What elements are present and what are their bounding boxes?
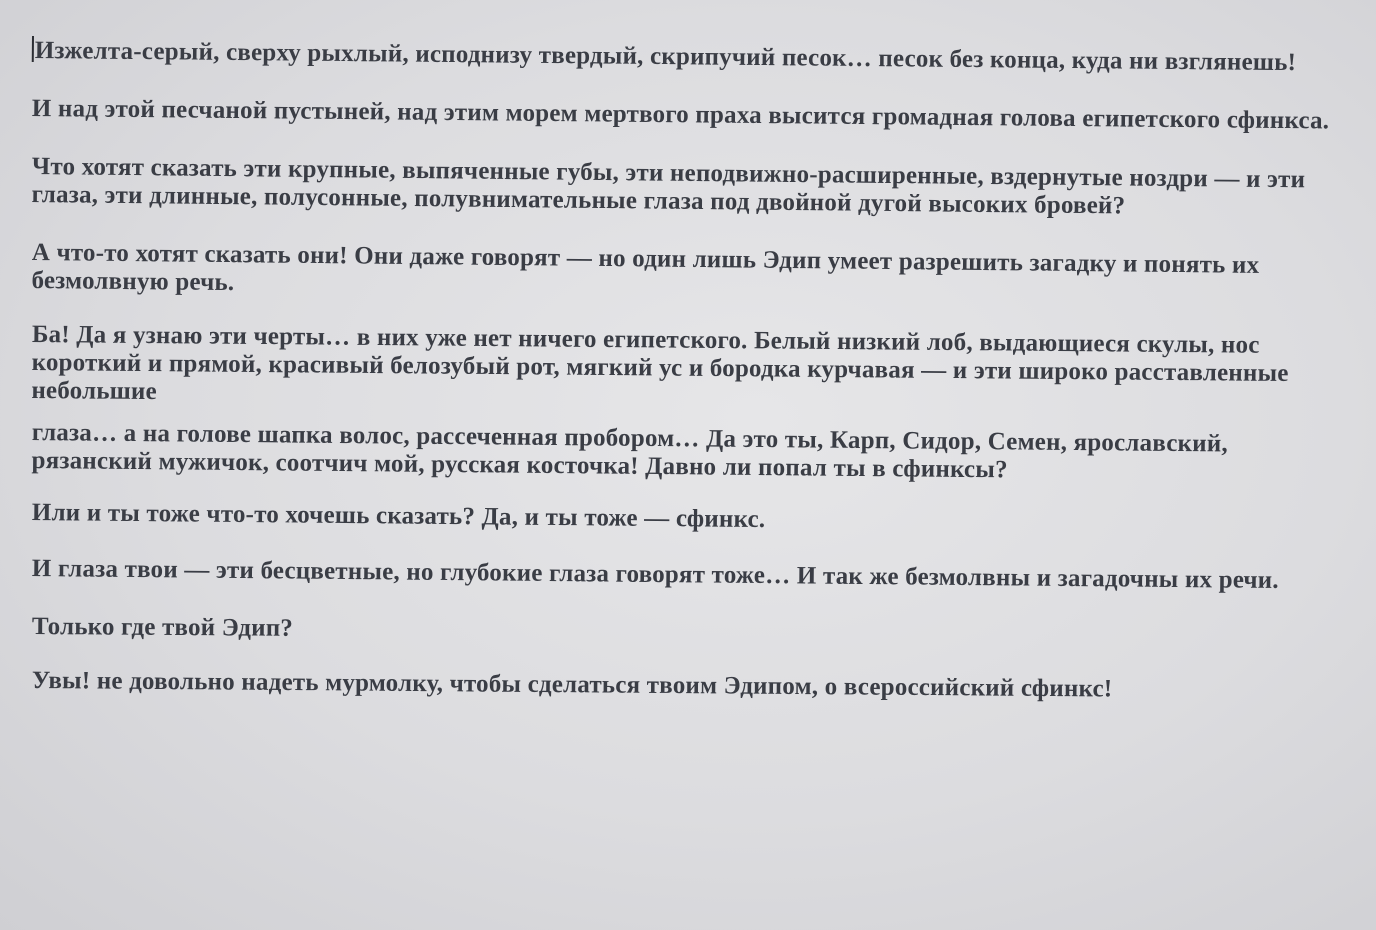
paragraph: Увы! не довольно надеть мурмолку, чтобы сделаться твоим Эдипом, о всероссийский сфинкс!: [31, 667, 1113, 703]
paragraph: глаза… а на голове шапка волос, рассеченная пробором… Да это ты, Карп, Сидор, Семен, ярославский, рязанский мужичок, соотчич мой, русская косточка! Давно ли попал ты в сфинксы?: [31, 419, 1229, 484]
paragraph: А что-то хотят сказать они! Они даже говорят — но один лишь Эдип умеет разрешить загадку и понять их безмолвную речь.: [31, 239, 1260, 297]
paragraph: Только где твой Эдип?: [31, 613, 294, 642]
paragraph: И над этой песчаной пустыней, над этим морем мертвого праха высится громадная голова египетского сфинкса.: [31, 95, 1330, 135]
paragraph: Ба! Да я узнаю эти черты… в них уже нет ничего египетского. Белый низкий лоб, выдающиеся скулы, нос короткий и прямой, красивый белозубый рот, мягкий ус и бородка курчавая — и эти широко расставленные небольшие: [31, 321, 1289, 406]
paragraph: И глаза твои — эти бесцветные, но глубокие глаза говорят тоже… И так же безмолвны и загадочны их речи.: [31, 555, 1279, 594]
paragraph: Что хотят сказать эти крупные, выпяченные губы, эти неподвижно-расширенные, вздернутые ноздри — и эти глаза, эти длинные, полусонные, полувнимательные глаза под двойной дугой высоких бровей?: [31, 153, 1306, 220]
paragraph: Изжелта-серый, сверху рыхлый, исподнизу твердый, скрипучий песок… песок без конца, куда ни взглянешь!: [32, 36, 1342, 78]
paragraph: Или и ты тоже что-то хочешь сказать? Да, и ты тоже — сфинкс.: [31, 499, 766, 534]
document-text-area[interactable]: [32, 36, 1342, 725]
text-cursor: [32, 36, 34, 62]
